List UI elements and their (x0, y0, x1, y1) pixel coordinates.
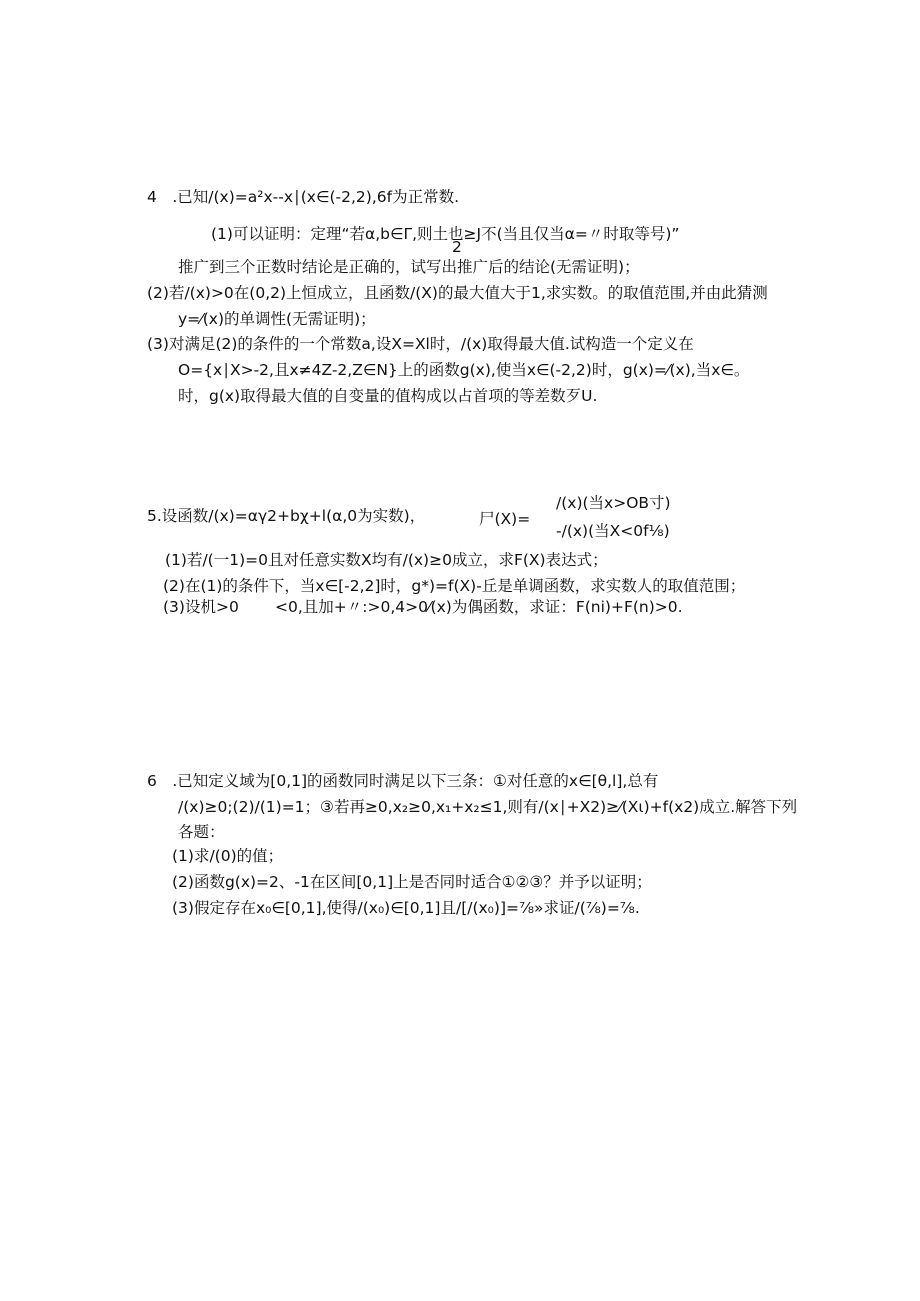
q5-piecewise-case1: /(x)(当x>OB寸) (556, 494, 671, 512)
q6-part3: (3)假定存在x₀∈[0,1],使得/(x₀)∈[0,1]且/[/(x₀)]=⅞»求证/(⅞)=⅞. (172, 899, 640, 917)
q5-part3-a: (3)设机>0 (163, 598, 239, 616)
q4-part1-line1: (1)可以证明：定理“若α,b∈Γ,则土也≥J不(当且仅当α=〃时取等号)” (211, 225, 680, 243)
q5-piecewise-case2: -/(x)(当X<0f⅛) (556, 522, 670, 540)
q4-part3-line1: (3)对满足(2)的条件的一个常数a,设X=Xl时，/(x)取得最大值.试构造一个定义在 (147, 335, 694, 353)
q5-part2: (2)在(1)的条件下，当x∈[-2,2]时，g*)=f(X)-丘是单调函数，求实数人的取值范围； (163, 577, 746, 595)
q6-line3: 各题： (178, 823, 225, 841)
q6-line2: /(x)≥0;(2)/(1)=1；③若再≥0,x₂≥0,x₁+x₂≤1,则有/(x∣+X2)≥⁄(Xι)+f(x2)成立.解答下列 (178, 798, 798, 816)
q5-part1: (1)若/(一1)=0且对任意实数X均有/(x)≥0成立，求F(X)表达式； (165, 551, 608, 569)
q4-part1-fraction-denominator: 2 (452, 238, 462, 256)
q4-intro: 4 .已知/(x)=a²x--x∣(x∈(-2,2),6f为正常数. (147, 188, 459, 206)
q6-part1: (1)求/(0)的值； (172, 847, 284, 865)
q5-intro: 5.设函数/(x)=αγ2+bχ+l(α,0为实数)， (147, 507, 426, 525)
q6-part2: (2)函数g(x)=2、-1在区间[0,1]上是否同时适合①②③？并予以证明； (172, 873, 652, 891)
q4-part3-line2: O={x∣X>-2,且x≠4Z-2,Z∈N}上的函数g(x),使当x∈(-2,2)时，g(x)=⁄(x),当x∈。 (178, 361, 750, 379)
q6-intro: 6 .已知定义域为[0,1]的函数同时满足以下三条：①对任意的x∈[θ,l],总有 (147, 772, 659, 790)
q4-part1-line2: 推广到三个正数时结论是正确的，试写出推广后的结论(无需证明)； (178, 258, 640, 276)
q4-part2-line1: (2)若/(x)>0在(0,2)上恒成立，且函数/(X)的最大值大于1,求实数。的取值范围,并由此猜测 (147, 284, 768, 302)
q5-F-label: 尸(X)= (479, 510, 531, 528)
q5-part3-b: <0,且加+〃:>0,4>0⁄(x)为偶函数，求证：F(ni)+F(n)>0. (275, 598, 683, 616)
q4-part3-line3: 时，g(x)取得最大值的自变量的值构成以占首项的等差数歹U. (178, 387, 598, 405)
q4-part2-line2: y=⁄(x)的单调性(无需证明)； (178, 310, 376, 328)
